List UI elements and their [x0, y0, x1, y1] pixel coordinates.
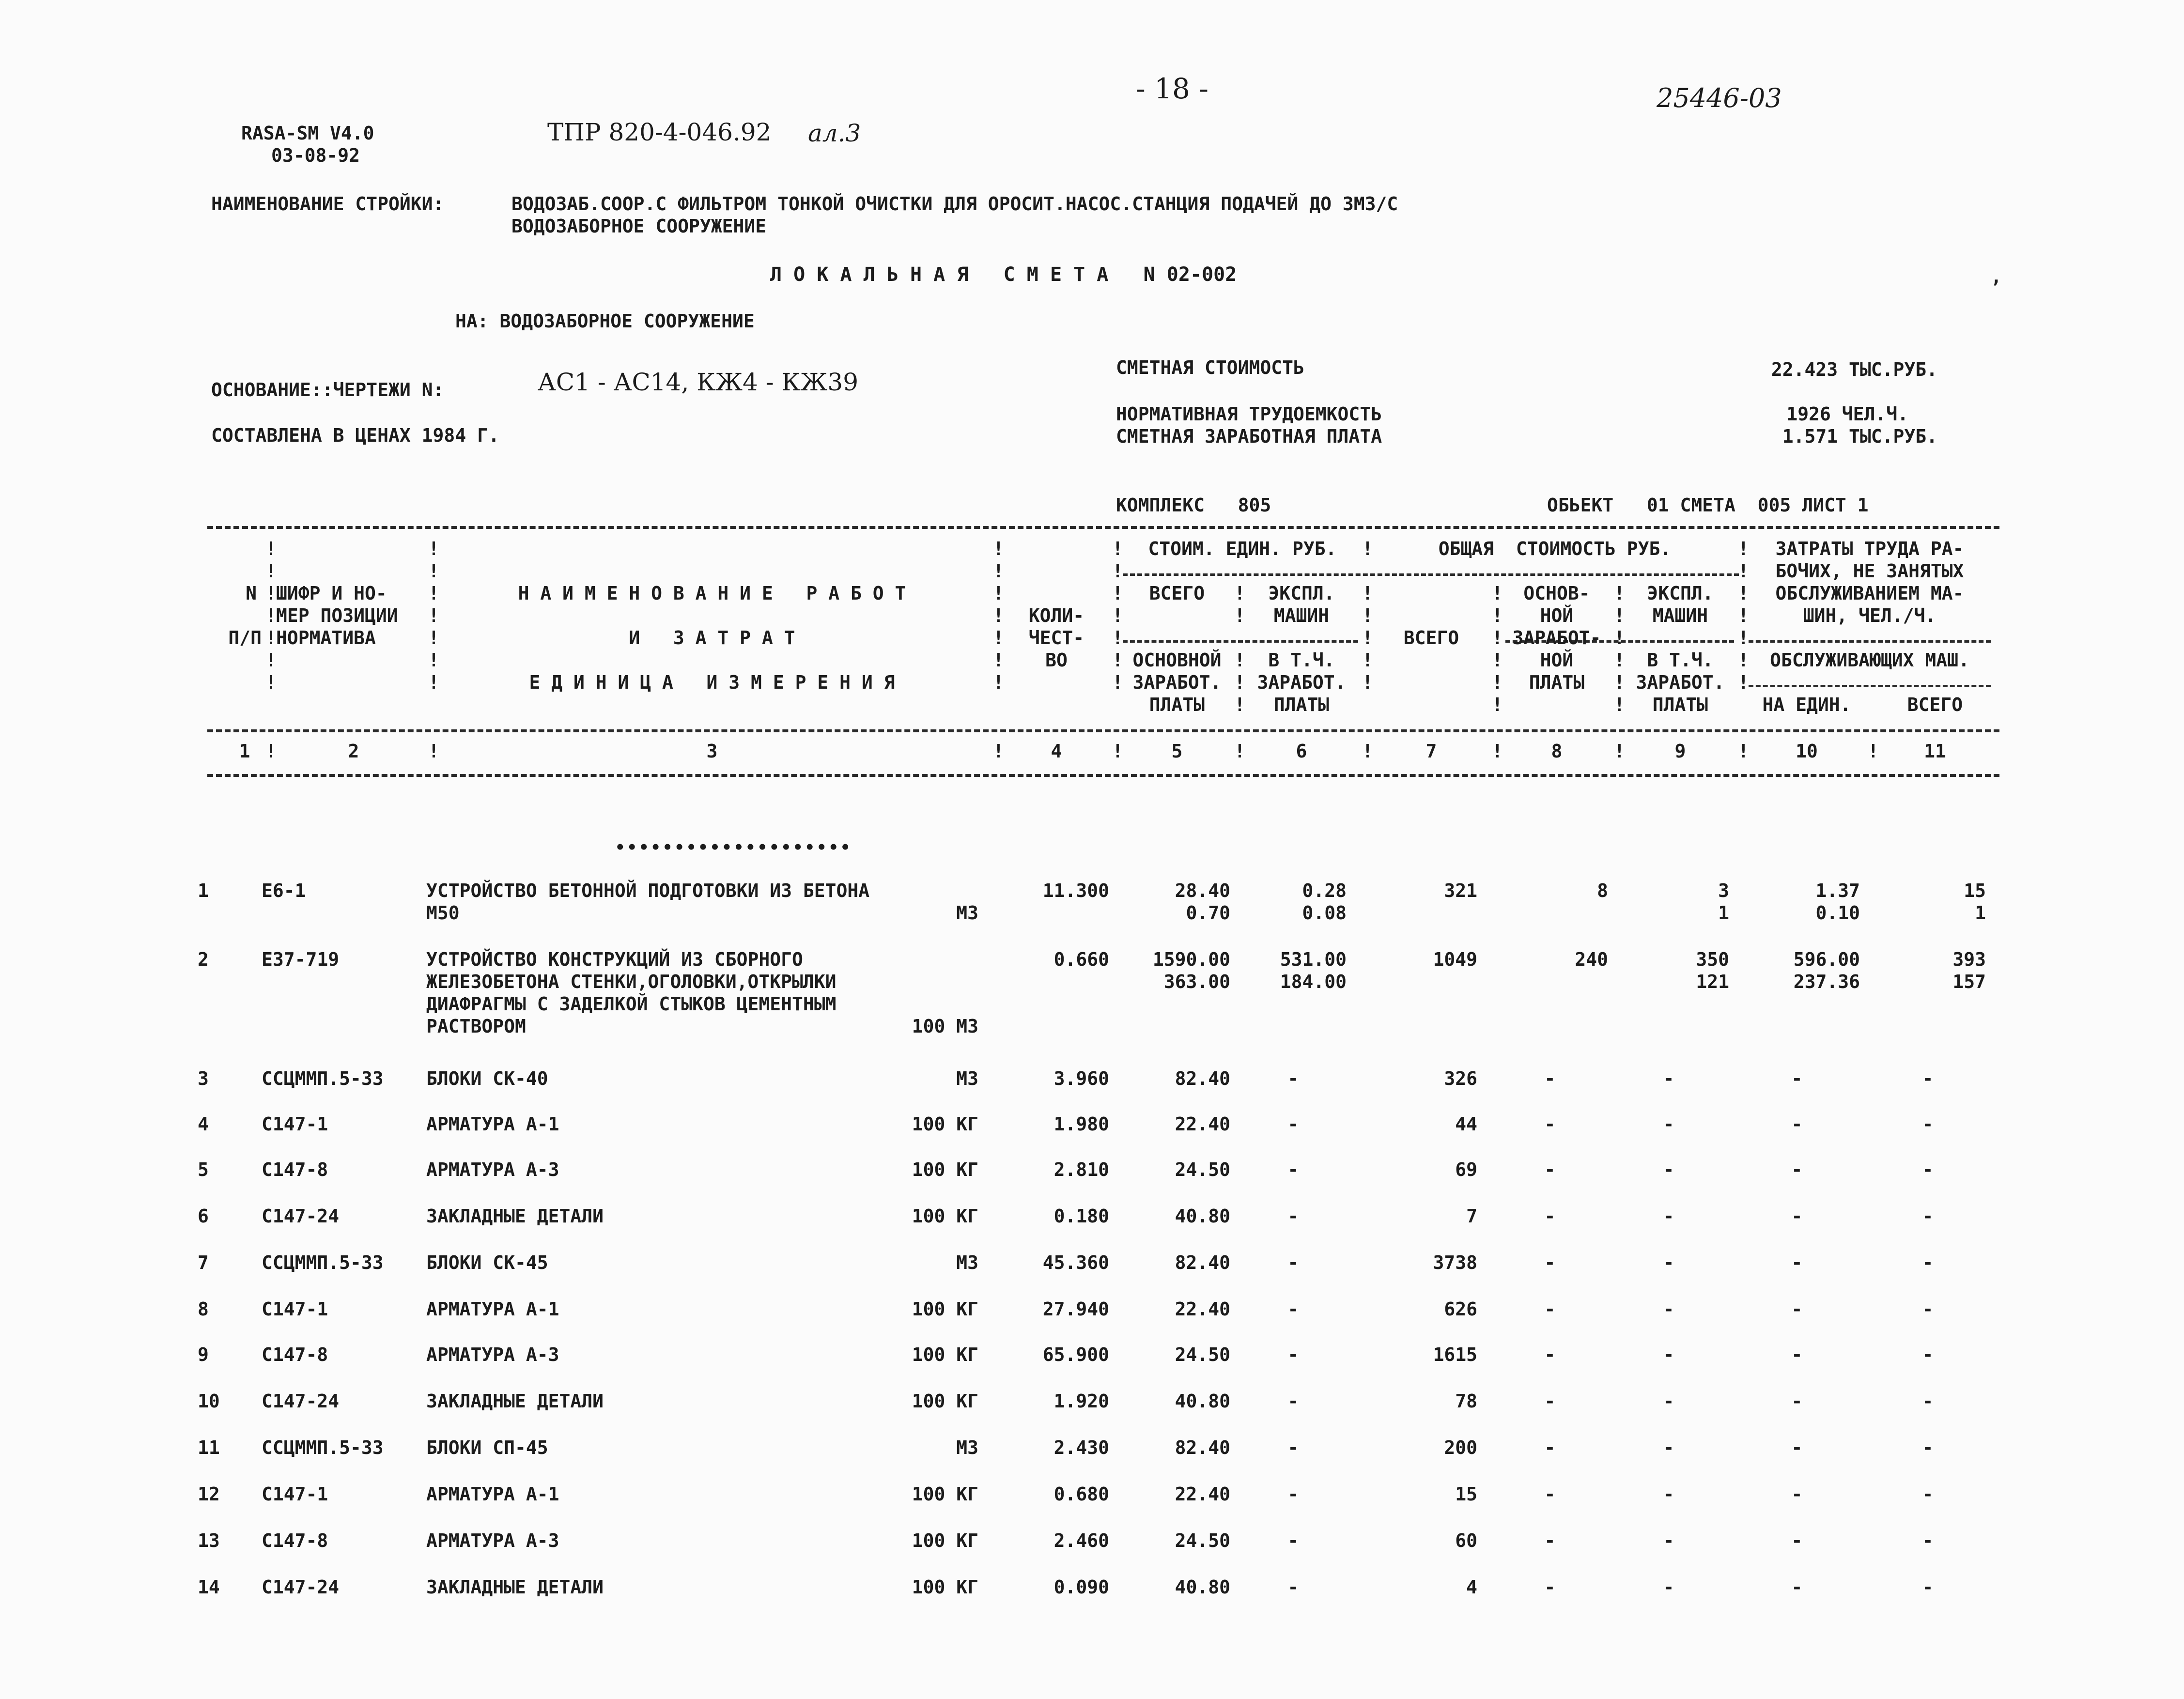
- header-n: N: [246, 583, 257, 604]
- row-qty: 0.680: [1053, 1483, 1109, 1505]
- header-osn5-1: ОСНОВНОЙ: [1132, 649, 1222, 671]
- row-unit: 100 КГ: [912, 1530, 978, 1551]
- row-unit-cost: 24.50: [1175, 1344, 1230, 1365]
- header-sep-2: ! ! ! ! ! ! !: [428, 538, 439, 693]
- row-name: ЗАКЛАДНЫЕ ДЕТАЛИ: [426, 1390, 604, 1412]
- row-labor-unit: -: [1791, 1252, 1803, 1273]
- sostavlena: СОСТАВЛЕНА В ЦЕНАХ 1984 Г.: [211, 425, 499, 446]
- row-labor-unit: 596.00: [1793, 949, 1860, 970]
- row-number: 5: [198, 1159, 209, 1180]
- row-total-machine: -: [1663, 1344, 1674, 1365]
- row-labor-total: -: [1922, 1068, 1934, 1089]
- colnum-11: 11: [1924, 741, 1946, 762]
- row-code: С147-24: [262, 1576, 340, 1598]
- row-unit-cost: 22.40: [1175, 1483, 1230, 1505]
- header-code-1: ШИФР И НО-: [276, 583, 387, 604]
- row-name: ЖЕЛЕЗОБЕТОНА СТЕНКИ,ОГОЛОВКИ,ОТКРЫЛКИ: [426, 971, 836, 992]
- row-unit-cost: 24.50: [1175, 1530, 1230, 1551]
- row-total: 626: [1444, 1298, 1477, 1320]
- header-stoim-group: СТОИМ. ЕДИН. РУБ.: [1148, 538, 1337, 559]
- header-vtch6-3: ПЛАТЫ: [1273, 694, 1330, 715]
- colnum-sep: !: [1362, 741, 1373, 762]
- row-labor-total: -: [1922, 1390, 1934, 1412]
- header-rule-stoim: [1123, 573, 1739, 576]
- header-code-2: МЕР ПОЗИЦИИ: [276, 605, 398, 626]
- header-sep-3: ! ! ! ! ! ! !: [993, 538, 1004, 693]
- row-code: С147-8: [262, 1159, 328, 1180]
- stray-mark: ,: [1991, 266, 2002, 287]
- row-labor-unit: -: [1791, 1344, 1803, 1365]
- row-unit-cost: 40.80: [1175, 1205, 1230, 1227]
- row-unit-machine: -: [1287, 1205, 1299, 1227]
- row-qty: 3.960: [1053, 1068, 1109, 1089]
- header-sep-9: ! ! ! ! ! ! !: [1738, 538, 1749, 693]
- row-code: С147-1: [262, 1113, 328, 1135]
- row-total-machine: -: [1663, 1298, 1674, 1320]
- row-unit-cost: 40.80: [1175, 1390, 1230, 1412]
- row-number: 7: [198, 1252, 209, 1273]
- labor-value: 1926 ЧЕЛ.Ч.: [1786, 403, 1908, 425]
- row-unit-machine: -: [1287, 1576, 1299, 1598]
- colnum-8: 8: [1551, 741, 1563, 762]
- row-total-wage: -: [1544, 1483, 1556, 1505]
- colnum-sep: !: [1492, 741, 1503, 762]
- row-qty: 2.460: [1053, 1530, 1109, 1551]
- row-number: 12: [198, 1483, 220, 1505]
- row-code: Е6-1: [262, 880, 306, 901]
- colnum-sep: !: [1738, 741, 1749, 762]
- row-labor-total: 15: [1964, 880, 1986, 901]
- row-labor-total: -: [1922, 1344, 1934, 1365]
- row-total: 1615: [1433, 1344, 1477, 1365]
- colnum-sep: !: [1234, 741, 1245, 762]
- header-zatraty-2: БОЧИХ, НЕ ЗАНЯТЫХ: [1775, 560, 1964, 582]
- row-name: БЛОКИ СК-45: [426, 1252, 548, 1273]
- table-top-rule: [207, 526, 1999, 529]
- header-osn5-3: ПЛАТЫ: [1149, 694, 1205, 715]
- row-qty: 2.430: [1053, 1437, 1109, 1458]
- labor-label: НОРМАТИВНАЯ ТРУДОЕМКОСТЬ: [1116, 403, 1382, 425]
- row-number: 4: [198, 1113, 209, 1135]
- row-labor-total: 157: [1952, 971, 1986, 992]
- row-total-wage: 8: [1597, 880, 1608, 901]
- row-name: БЛОКИ СП-45: [426, 1437, 548, 1458]
- colnum-sep: !: [993, 741, 1004, 762]
- row-unit-machine: -: [1287, 1298, 1299, 1320]
- row-unit-machine: -: [1287, 1437, 1299, 1458]
- row-code: ССЦММП.5-33: [262, 1068, 384, 1089]
- stroyka-name-line2: ВОДОЗАБОРНОЕ СООРУЖЕНИЕ: [511, 216, 767, 237]
- header-osn8-1: ОСНОВ-: [1523, 583, 1590, 604]
- row-unit-cost: 82.40: [1175, 1437, 1230, 1458]
- row-labor-total: -: [1922, 1576, 1934, 1598]
- header-sep-8: ! ! ! ! ! !: [1614, 583, 1625, 715]
- row-code: С147-24: [262, 1205, 340, 1227]
- header-zatraty-4: ШИН, ЧЕЛ./Ч.: [1803, 605, 1936, 626]
- row-qty: 0.660: [1053, 949, 1109, 970]
- row-labor-unit: -: [1791, 1113, 1803, 1135]
- header-ekspl9-1: ЭКСПЛ.: [1647, 583, 1714, 604]
- row-labor-unit: -: [1791, 1437, 1803, 1458]
- row-name: АРМАТУРА А-1: [426, 1113, 559, 1135]
- wage-value: 1.571 ТЫС.РУБ.: [1782, 426, 1937, 447]
- header-zatraty-1: ЗАТРАТЫ ТРУДА РА-: [1775, 538, 1964, 559]
- row-labor-total: 393: [1952, 949, 1986, 970]
- row-total-machine: 3: [1718, 880, 1729, 901]
- header-qty-3: ВО: [1045, 649, 1068, 671]
- row-total-machine: -: [1663, 1159, 1674, 1180]
- row-labor-unit: -: [1791, 1483, 1803, 1505]
- osnovanie-value: АС1 - АС14, КЖ4 - КЖ39: [538, 368, 859, 396]
- row-code: С147-8: [262, 1530, 328, 1551]
- row-name: БЛОКИ СК-40: [426, 1068, 548, 1089]
- row-name: АРМАТУРА А-3: [426, 1159, 559, 1180]
- row-total-wage: -: [1544, 1252, 1556, 1273]
- row-total: 326: [1444, 1068, 1477, 1089]
- row-total-machine: -: [1663, 1576, 1674, 1598]
- row-total-wage: -: [1544, 1068, 1556, 1089]
- colnum-2: 2: [348, 741, 359, 762]
- header-obshaya-group: ОБЩАЯ СТОИМОСТЬ РУБ.: [1438, 538, 1672, 559]
- colnum-6: 6: [1296, 741, 1307, 762]
- row-unit-machine: -: [1287, 1113, 1299, 1135]
- row-unit-machine: -: [1287, 1390, 1299, 1412]
- row-total: 1049: [1433, 949, 1477, 970]
- row-labor-unit: -: [1791, 1530, 1803, 1551]
- row-total-wage: -: [1544, 1344, 1556, 1365]
- row-total: 15: [1455, 1483, 1477, 1505]
- colnum-sep: !: [1614, 741, 1625, 762]
- row-unit-cost: 28.40: [1175, 880, 1230, 901]
- header-name-3: Е Д И Н И Ц А И З М Е Р Е Н И Я: [529, 672, 895, 693]
- row-code: ССЦММП.5-33: [262, 1252, 384, 1273]
- colnum-1: 1: [239, 741, 250, 762]
- row-unit: М3: [956, 1252, 978, 1273]
- row-name: ЗАКЛАДНЫЕ ДЕТАЛИ: [426, 1205, 604, 1227]
- row-unit-cost: 40.80: [1175, 1576, 1230, 1598]
- row-total-machine: -: [1663, 1252, 1674, 1273]
- cost-label: СМЕТНАЯ СТОИМОСТЬ: [1116, 357, 1304, 378]
- row-unit: М3: [956, 1068, 978, 1089]
- colnum-3: 3: [706, 741, 718, 762]
- row-qty: 1.920: [1053, 1390, 1109, 1412]
- row-number: 13: [198, 1530, 220, 1551]
- header-name-1: Н А И М Е Н О В А Н И Е Р А Б О Т: [518, 583, 906, 604]
- row-unit-machine: -: [1287, 1068, 1299, 1089]
- row-unit-machine: -: [1287, 1530, 1299, 1551]
- row-labor-unit: -: [1791, 1205, 1803, 1227]
- row-number: 10: [198, 1390, 220, 1412]
- row-total-wage: -: [1544, 1390, 1556, 1412]
- row-unit-machine: -: [1287, 1252, 1299, 1273]
- row-total: 321: [1444, 880, 1477, 901]
- row-unit-cost: 363.00: [1163, 971, 1230, 992]
- colnum-4: 4: [1051, 741, 1062, 762]
- row-labor-total: 1: [1975, 902, 1986, 924]
- software-version: RASA-SM V4.0: [241, 123, 374, 144]
- row-code: ССЦММП.5-33: [262, 1437, 384, 1458]
- row-labor-unit: -: [1791, 1159, 1803, 1180]
- row-total: 7: [1466, 1205, 1477, 1227]
- row-qty: 11.300: [1042, 880, 1109, 901]
- row-qty: 65.900: [1042, 1344, 1109, 1365]
- header-qty-1: КОЛИ-: [1028, 605, 1084, 626]
- row-qty: 27.940: [1042, 1298, 1109, 1320]
- row-unit-cost: 82.40: [1175, 1252, 1230, 1273]
- header-vtch9-2: ЗАРАБОТ.: [1636, 672, 1725, 693]
- header-ekspl6-1: ЭКСПЛ.: [1268, 583, 1335, 604]
- row-total-machine: -: [1663, 1205, 1674, 1227]
- header-sep-5: ! ! ! ! !: [1234, 583, 1245, 715]
- header-vtch9-1: В Т.Ч.: [1647, 649, 1714, 671]
- row-name: АРМАТУРА А-3: [426, 1530, 559, 1551]
- row-labor-unit: 1.37: [1815, 880, 1860, 901]
- row-unit-machine: 0.28: [1302, 880, 1347, 901]
- row-total: 60: [1455, 1530, 1477, 1551]
- row-qty: 0.090: [1053, 1576, 1109, 1598]
- row-name: ЗАКЛАДНЫЕ ДЕТАЛИ: [426, 1576, 604, 1598]
- row-unit-cost: 22.40: [1175, 1298, 1230, 1320]
- row-unit: М3: [956, 902, 978, 924]
- header-rule-vsego5: [1123, 640, 1358, 643]
- row-total: 200: [1444, 1437, 1477, 1458]
- header-sep-7: ! ! ! ! ! !: [1492, 583, 1503, 715]
- kompleks-line: КОМПЛЕКС 805: [1116, 494, 1271, 516]
- album-mark: ал.3: [808, 119, 861, 147]
- header-osn8-2: НОЙ: [1540, 605, 1574, 626]
- header-vsego11: ВСЕГО: [1907, 694, 1963, 715]
- row-total-machine: 1: [1718, 902, 1729, 924]
- row-code: С147-24: [262, 1390, 340, 1412]
- row-total-wage: -: [1544, 1298, 1556, 1320]
- row-unit: 100 КГ: [912, 1113, 978, 1135]
- row-labor-unit: -: [1791, 1576, 1803, 1598]
- row-code: С147-8: [262, 1344, 328, 1365]
- row-unit-machine: -: [1287, 1483, 1299, 1505]
- header-sep-6: ! ! ! ! ! !: [1362, 538, 1373, 693]
- row-number: 8: [198, 1298, 209, 1320]
- row-labor-unit: 0.10: [1815, 902, 1860, 924]
- row-total: 44: [1455, 1113, 1477, 1135]
- row-name: АРМАТУРА А-1: [426, 1483, 559, 1505]
- row-total: 4: [1466, 1576, 1477, 1598]
- row-number: 1: [198, 880, 209, 901]
- osnovanie-label: ОСНОВАНИЕ::ЧЕРТЕЖИ N:: [211, 379, 444, 401]
- header-sep-4: ! ! ! ! ! ! !: [1112, 538, 1123, 693]
- row-unit: 100 КГ: [912, 1205, 978, 1227]
- row-name: АРМАТУРА А-3: [426, 1344, 559, 1365]
- smeta-title: Л О К А Л Ь Н А Я С М Е Т А N 02-002: [770, 263, 1237, 286]
- row-name: УСТРОЙСТВО БЕТОННОЙ ПОДГОТОВКИ ИЗ БЕТОНА: [426, 880, 870, 901]
- header-vtch9-3: ПЛАТЫ: [1652, 694, 1708, 715]
- header-code-3: НОРМАТИВА: [276, 627, 376, 649]
- row-labor-total: -: [1922, 1205, 1934, 1227]
- print-date: 03-08-92: [271, 145, 360, 166]
- row-total-machine: -: [1663, 1437, 1674, 1458]
- header-osn8-3: ЗАРАБОТ-: [1512, 627, 1601, 649]
- row-total: 69: [1455, 1159, 1477, 1180]
- row-total-machine: -: [1663, 1113, 1674, 1135]
- row-total-wage: -: [1544, 1576, 1556, 1598]
- row-number: 9: [198, 1344, 209, 1365]
- header-zatraty-3: ОБСЛУЖИВАНИЕМ МА-: [1775, 583, 1964, 604]
- row-unit-machine: 0.08: [1302, 902, 1347, 924]
- row-unit-cost: 82.40: [1175, 1068, 1230, 1089]
- header-osn8-4: НОЙ: [1540, 649, 1574, 671]
- row-unit: 100 КГ: [912, 1390, 978, 1412]
- row-code: С147-1: [262, 1298, 328, 1320]
- header-ekspl9-2: МАШИН: [1652, 605, 1708, 626]
- row-name: УСТРОЙСТВО КОНСТРУКЦИЙ ИЗ СБОРНОГО: [426, 949, 803, 970]
- colnum-7: 7: [1425, 741, 1437, 762]
- row-unit-cost: 22.40: [1175, 1113, 1230, 1135]
- row-total-machine: 350: [1696, 949, 1729, 970]
- header-rule-zatraty: [1749, 640, 1991, 643]
- colnum-sep: !: [428, 741, 439, 762]
- row-qty: 0.180: [1053, 1205, 1109, 1227]
- row-labor-unit: -: [1791, 1298, 1803, 1320]
- row-total-wage: -: [1544, 1437, 1556, 1458]
- header-rule-obsl: [1749, 685, 1991, 687]
- header-qty-2: ЧЕСТ-: [1028, 627, 1084, 649]
- row-total: 78: [1455, 1390, 1477, 1412]
- row-unit: 100 КГ: [912, 1344, 978, 1365]
- colnum-9: 9: [1674, 741, 1686, 762]
- header-obsl: ОБСЛУЖИВАЮЩИХ МАШ.: [1770, 649, 1969, 671]
- colnum-sep: !: [1112, 741, 1123, 762]
- row-total-machine: -: [1663, 1068, 1674, 1089]
- row-total-wage: 240: [1575, 949, 1608, 970]
- colnum-5: 5: [1171, 741, 1183, 762]
- header-vsego7: ВСЕГО: [1403, 627, 1459, 649]
- header-vtch6-2: ЗАРАБОТ.: [1257, 672, 1346, 693]
- row-code: Е37-719: [262, 949, 340, 970]
- header-sep-1: ! ! ! ! ! ! !: [265, 538, 277, 693]
- row-labor-total: -: [1922, 1252, 1934, 1273]
- header-osn5-2: ЗАРАБОТ.: [1132, 672, 1222, 693]
- row-number: 2: [198, 949, 209, 970]
- row-labor-unit: -: [1791, 1390, 1803, 1412]
- row-total-machine: -: [1663, 1390, 1674, 1412]
- row-unit-machine: 531.00: [1280, 949, 1347, 970]
- colnum-10: 10: [1796, 741, 1818, 762]
- colnum-sep: !: [1868, 741, 1879, 762]
- na-line: НА: ВОДОЗАБОРНОЕ СООРУЖЕНИЕ: [455, 310, 755, 332]
- row-name: ДИАФРАГМЫ С ЗАДЕЛКОЙ СТЫКОВ ЦЕМЕНТНЫМ: [426, 993, 836, 1015]
- row-total-wage: -: [1544, 1205, 1556, 1227]
- header-na-edin: НА ЕДИН.: [1762, 694, 1851, 715]
- row-unit-cost: 24.50: [1175, 1159, 1230, 1180]
- section-dots: ••••••••••••••••••••: [615, 838, 852, 857]
- header-name-2: И З А Т Р А Т: [629, 627, 795, 649]
- tpr-number: ТПР 820-4-046.92: [547, 118, 772, 146]
- row-total-machine: 121: [1696, 971, 1729, 992]
- row-qty: 2.810: [1053, 1159, 1109, 1180]
- row-unit-cost: 1590.00: [1152, 949, 1230, 970]
- row-unit: 100 КГ: [912, 1576, 978, 1598]
- row-number: 14: [198, 1576, 220, 1598]
- row-code: С147-1: [262, 1483, 328, 1505]
- row-total-wage: -: [1544, 1113, 1556, 1135]
- header-vsego5: ВСЕГО: [1149, 583, 1205, 604]
- page-number: - 18 -: [1136, 72, 1208, 105]
- row-labor-total: -: [1922, 1113, 1934, 1135]
- row-labor-unit: -: [1791, 1068, 1803, 1089]
- row-unit-cost: 0.70: [1186, 902, 1230, 924]
- header-osn8-5: ПЛАТЫ: [1529, 672, 1585, 693]
- row-number: 3: [198, 1068, 209, 1089]
- wage-label: СМЕТНАЯ ЗАРАБОТНАЯ ПЛАТА: [1116, 426, 1382, 447]
- row-total-wage: -: [1544, 1159, 1556, 1180]
- row-unit: 100 КГ: [912, 1483, 978, 1505]
- row-total-wage: -: [1544, 1530, 1556, 1551]
- row-unit: 100 КГ: [912, 1298, 978, 1320]
- header-mid-rule: [207, 729, 1999, 732]
- header-ekspl6-2: МАШИН: [1273, 605, 1330, 626]
- row-labor-total: -: [1922, 1530, 1934, 1551]
- header-bottom-rule: [207, 774, 1999, 777]
- row-qty: 1.980: [1053, 1113, 1109, 1135]
- row-name: АРМАТУРА А-1: [426, 1298, 559, 1320]
- row-unit-machine: -: [1287, 1159, 1299, 1180]
- colnum-sep: !: [265, 741, 277, 762]
- row-unit: М3: [956, 1437, 978, 1458]
- row-number: 11: [198, 1437, 220, 1458]
- row-name: РАСТВОРОМ: [426, 1016, 526, 1037]
- row-labor-total: -: [1922, 1483, 1934, 1505]
- document-reference: 25446-03: [1657, 83, 1782, 113]
- stroyka-label: НАИМЕНОВАНИЕ СТРОЙКИ:: [211, 193, 444, 215]
- row-labor-unit: 237.36: [1793, 971, 1860, 992]
- row-total-machine: -: [1663, 1483, 1674, 1505]
- row-unit: 100 КГ: [912, 1159, 978, 1180]
- row-unit-machine: 184.00: [1280, 971, 1347, 992]
- obekt-line: ОБЬЕКТ 01 СМЕТА 005 ЛИСТ 1: [1547, 494, 1869, 516]
- row-total: 3738: [1433, 1252, 1477, 1273]
- row-total-machine: -: [1663, 1530, 1674, 1551]
- stroyka-name-line1: ВОДОЗАБ.СООР.С ФИЛЬТРОМ ТОНКОЙ ОЧИСТКИ ДЛЯ ОРОСИТ.НАСОС.СТАНЦИЯ ПОДАЧЕЙ ДО 3М3/С: [511, 193, 1398, 215]
- row-labor-total: -: [1922, 1298, 1934, 1320]
- row-labor-total: -: [1922, 1437, 1934, 1458]
- row-name: М50: [426, 902, 460, 924]
- row-labor-total: -: [1922, 1159, 1934, 1180]
- row-qty: 45.360: [1042, 1252, 1109, 1273]
- header-pp: П/П: [228, 627, 262, 649]
- cost-value: 22.423 ТЫС.РУБ.: [1771, 359, 1937, 380]
- row-number: 6: [198, 1205, 209, 1227]
- header-vtch6-1: В Т.Ч.: [1268, 649, 1335, 671]
- row-unit: 100 М3: [912, 1016, 978, 1037]
- row-unit-machine: -: [1287, 1344, 1299, 1365]
